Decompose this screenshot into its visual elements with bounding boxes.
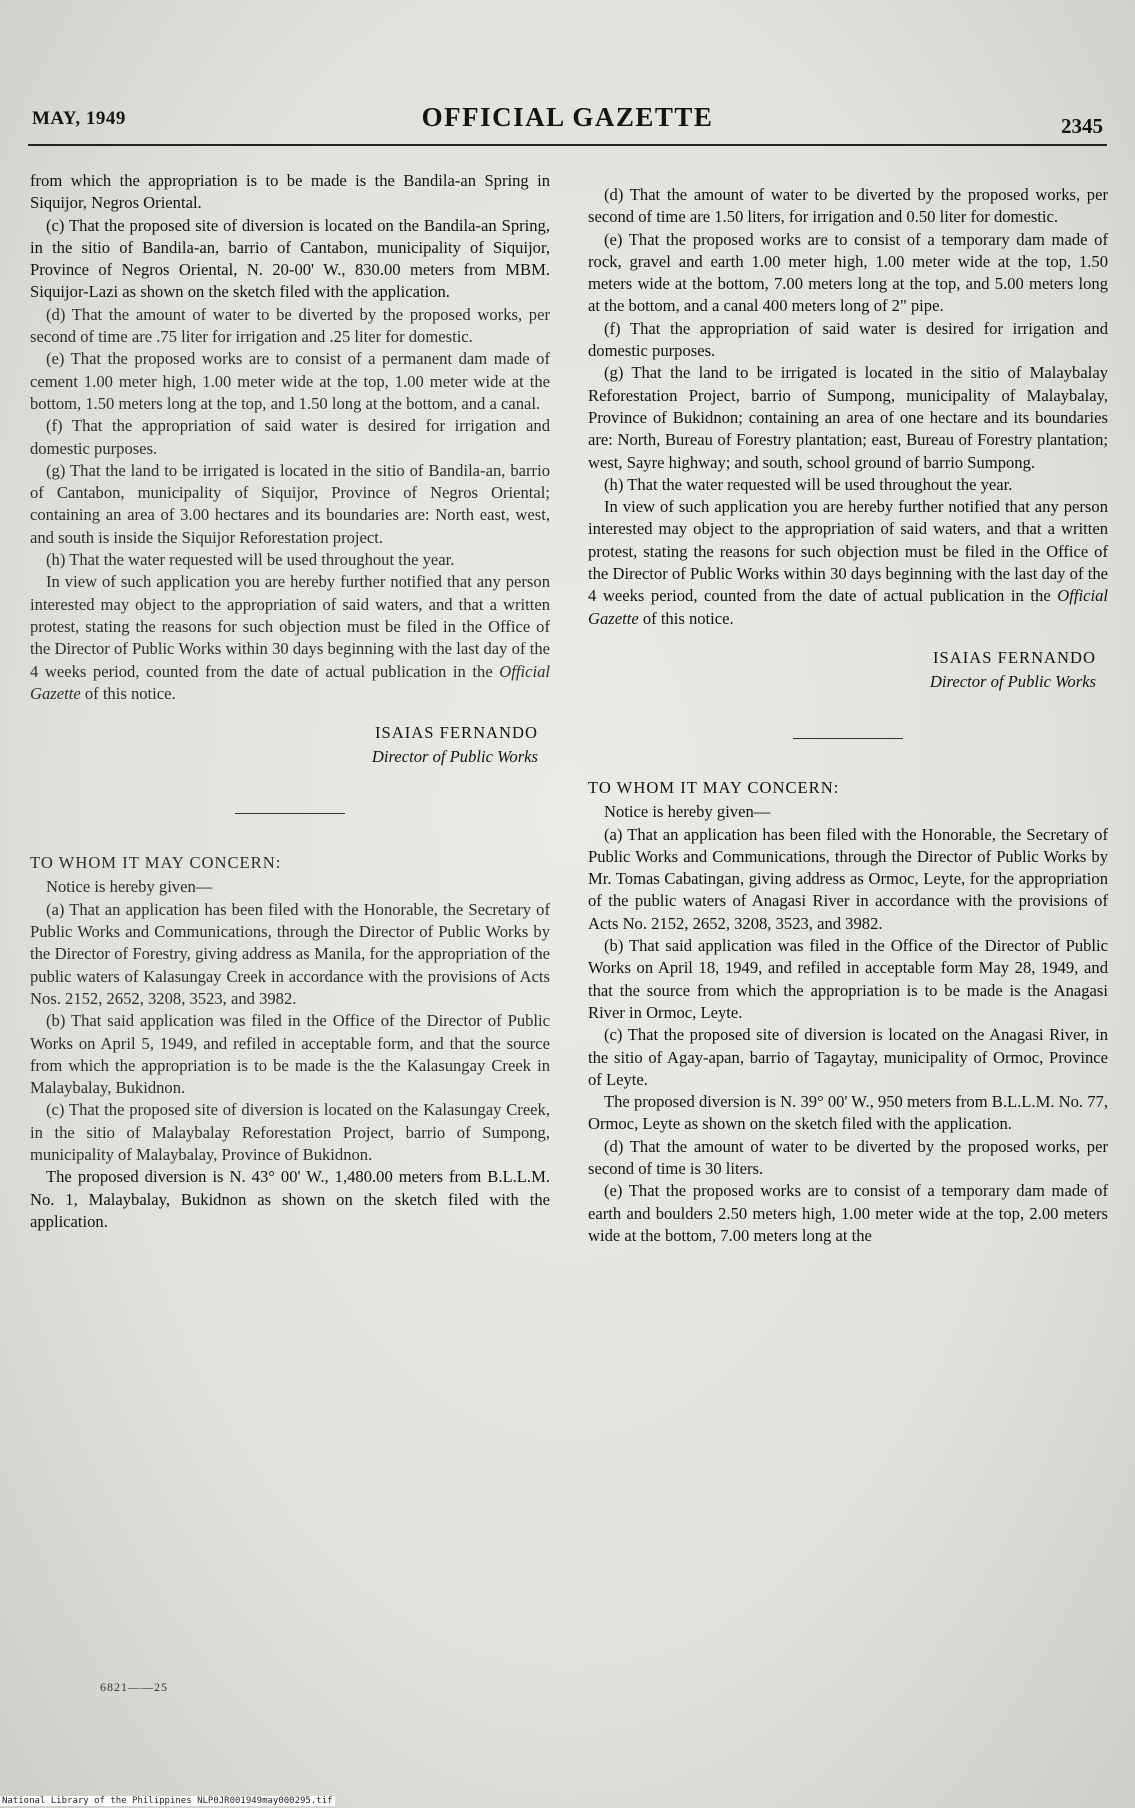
salutation: TO WHOM IT MAY CONCERN: bbox=[588, 777, 840, 797]
signature-block bbox=[30, 721, 538, 769]
notice-text-end: of this notice. bbox=[638, 608, 734, 628]
salutation: TO WHOM IT MAY CONCERN: bbox=[30, 853, 282, 873]
signatory-title: Director of Public Works bbox=[371, 747, 538, 767]
archive-label: National Library of the Philippines NLP0JR001949may000295.tif bbox=[2, 1796, 333, 1806]
paragraph: from which the appropriation is to be made is the Bandila-an Spring in Siquijor, Negros Oriental. bbox=[30, 171, 550, 213]
print-mark: 6821——25 bbox=[100, 1680, 168, 1694]
paragraph: (g) That the land to be irrigated is located in the sitio of Bandila-an, barrio of Cantabon, municipality of Siquijor, Province of Negros Oriental; containing an area of 3.00 hectares and its boundaries are: North east, west, and south is inside the Siquijor Reforestation project. bbox=[30, 460, 550, 547]
paragraph: (c) That the proposed site of diversion is located on the Bandila-an Spring, in the sitio of Bandila-an, barrio of Cantabon, municipality of Siquijor, Province of Negros Oriental, N. 20-00' W., 830.00 meters from MBM. Siquijor-Lazi as shown on the sketch filed with the application. bbox=[30, 215, 550, 302]
paragraph: (h) That the water requested will be used throughout the year. bbox=[46, 550, 455, 570]
paragraph: (h) That the water requested will be used throughout the year. bbox=[604, 474, 1013, 494]
signatory-name: ISAIAS FERNANDO bbox=[933, 647, 1096, 667]
notice-text: In view of such application you are hereby further notified that any person interested may object to the appropriation of said waters, and that a written protest, stating the reasons for such objection must be filed in the Office of the Director of Public Works within 30 days beginning with the last day of the 4 weeks period, counted from the date of actual publication in the bbox=[30, 572, 550, 681]
paragraph: (e) That the proposed works are to consist of a temporary dam made of rock, gravel and earth 1.00 meter high, 1.00 meter wide at the top, 1.50 meters wide at the bottom, 7.00 meters long at the top, and 5.00 meters long at the bottom, and a canal 400 meters long of 2" pipe. bbox=[588, 229, 1108, 316]
page-number: 2345 bbox=[1061, 114, 1103, 138]
notice-paragraph bbox=[588, 496, 1108, 630]
notice-paragraph bbox=[30, 571, 550, 705]
paragraph: Notice is hereby given— bbox=[46, 877, 213, 897]
paragraph: (a) That an application has been filed with the Honorable, the Secretary of Public Works and Communications, through the Director of Public Works by the Director of Forestry, giving address as Manila, for the appropriation of the public waters of Kalasungay Creek in accordance with the provisions of Acts Nos. 2152, 2652, 3208, 3523, and 3982. bbox=[30, 899, 550, 1008]
notice-text: In view of such application you are hereby further notified that any person interested may object to the appropriation of said waters, and that a written protest, stating the reasons for such objection must be filed in the Office of the Director of Public Works within 30 days beginning with the last day of the 4 weeks period, counted from the date of actual publication in the bbox=[588, 497, 1108, 606]
issue-date: MAY, 1949 bbox=[32, 108, 126, 129]
signatory-title: Director of Public Works bbox=[929, 671, 1096, 691]
notice-text-end: of this notice. bbox=[80, 683, 176, 703]
paragraph: (d) That the amount of water to be diverted by the proposed works, per second of time is 30 liters. bbox=[588, 1136, 1108, 1178]
paragraph: (d) That the amount of water to be diverted by the proposed works, per second of time are .75 liter for irrigation and .25 liter for domestic. bbox=[30, 304, 550, 347]
header-rule bbox=[28, 144, 1107, 146]
signature-block bbox=[588, 646, 1096, 694]
signatory-name: ISAIAS FERNANDO bbox=[375, 723, 538, 743]
paragraph: (f) That the appropriation of said water is desired for irrigation and domestic purposes. bbox=[30, 416, 550, 458]
gazette-name: Official Gazette bbox=[588, 586, 1108, 628]
right-column bbox=[588, 184, 1108, 1247]
section-divider bbox=[793, 738, 903, 739]
paragraph: The proposed diversion is N. 39° 00' W., 950 meters from B.L.L.M. No. 77, Ormoc, Leyte as shown on the sketch filed with the application. bbox=[588, 1092, 1108, 1134]
paragraph: (e) That the proposed works are to consist of a temporary dam made of earth and boulders 2.50 meters high, 1.00 meter wide at the top, 2.00 meters wide at the bottom, 7.00 meters long at the bbox=[588, 1181, 1108, 1245]
paragraph: The proposed diversion is N. 43° 00' W., 1,480.00 meters from B.L.L.M. No. 1, Malaybalay, Bukidnon as shown on the sketch filed with the application. bbox=[30, 1167, 550, 1231]
paragraph: Notice is hereby given— bbox=[604, 802, 771, 822]
paragraph: (d) That the amount of water to be diverted by the proposed works, per second of time are 1.50 liters, for irrigation and 0.50 liter for domestic. bbox=[588, 185, 1108, 227]
paragraph: (e) That the proposed works are to consist of a permanent dam made of cement 1.00 meter high, 1.00 meter wide at the top, 1.00 meter wide at the bottom, 1.50 meters long at the top, and 1.50 long at the bottom, and a canal. bbox=[30, 349, 550, 413]
paragraph: (a) That an application has been filed with the Honorable, the Secretary of Public Works and Communications, through the Director of Public Works by Mr. Tomas Cabatingan, giving address as Ormoc, Leyte, for the appropriation of the public waters of Anagasi River in accordance with the provisions of Acts No. 2152, 2652, 3208, 3523, and 3982. bbox=[588, 824, 1108, 933]
section-divider bbox=[235, 813, 345, 814]
gazette-name: Official Gazette bbox=[30, 661, 550, 703]
paragraph: (b) That said application was filed in the Office of the Director of Public Works on April 5, 1949, and refiled in acceptable form, and that the source from which the appropriation is to be made is the the Kalasungay Creek in Malaybalay, Bukidnon. bbox=[30, 1011, 550, 1098]
left-column bbox=[30, 170, 550, 1233]
publication-title: OFFICIAL GAZETTE bbox=[421, 102, 714, 132]
paragraph: (g) That the land to be irrigated is located in the sitio of Malaybalay Reforestation Project, barrio of Sumpong, municipality of Malaybalay, Province of Bukidnon; containing an area of one hectare and its boundaries are: North, Bureau of Forestry plantation; east, Bureau of Forestry plantation; west, Sayre highway; and south, school ground of barrio Sumpong. bbox=[588, 363, 1108, 472]
paragraph: (c) That the proposed site of diversion is located on the Anagasi River, in the sitio of Agay-apan, barrio of Tagaytay, municipality of Ormoc, Province of Leyte. bbox=[588, 1025, 1108, 1089]
paragraph: (c) That the proposed site of diversion is located on the Kalasungay Creek, in the sitio of Malaybalay Reforestation Project, barrio of Sumpong, municipality of Malaybalay, Province of Bukidnon. bbox=[30, 1100, 550, 1164]
paragraph: (f) That the appropriation of said water is desired for irrigation and domestic purposes. bbox=[588, 318, 1108, 361]
paragraph: (b) That said application was filed in the Office of the Director of Public Works on April 18, 1949, and refiled in acceptable form May 28, 1949, and that the source from which the appropriation is to be made is the Anagasi River in Ormoc, Leyte. bbox=[588, 936, 1108, 1022]
page-header bbox=[28, 100, 1107, 140]
